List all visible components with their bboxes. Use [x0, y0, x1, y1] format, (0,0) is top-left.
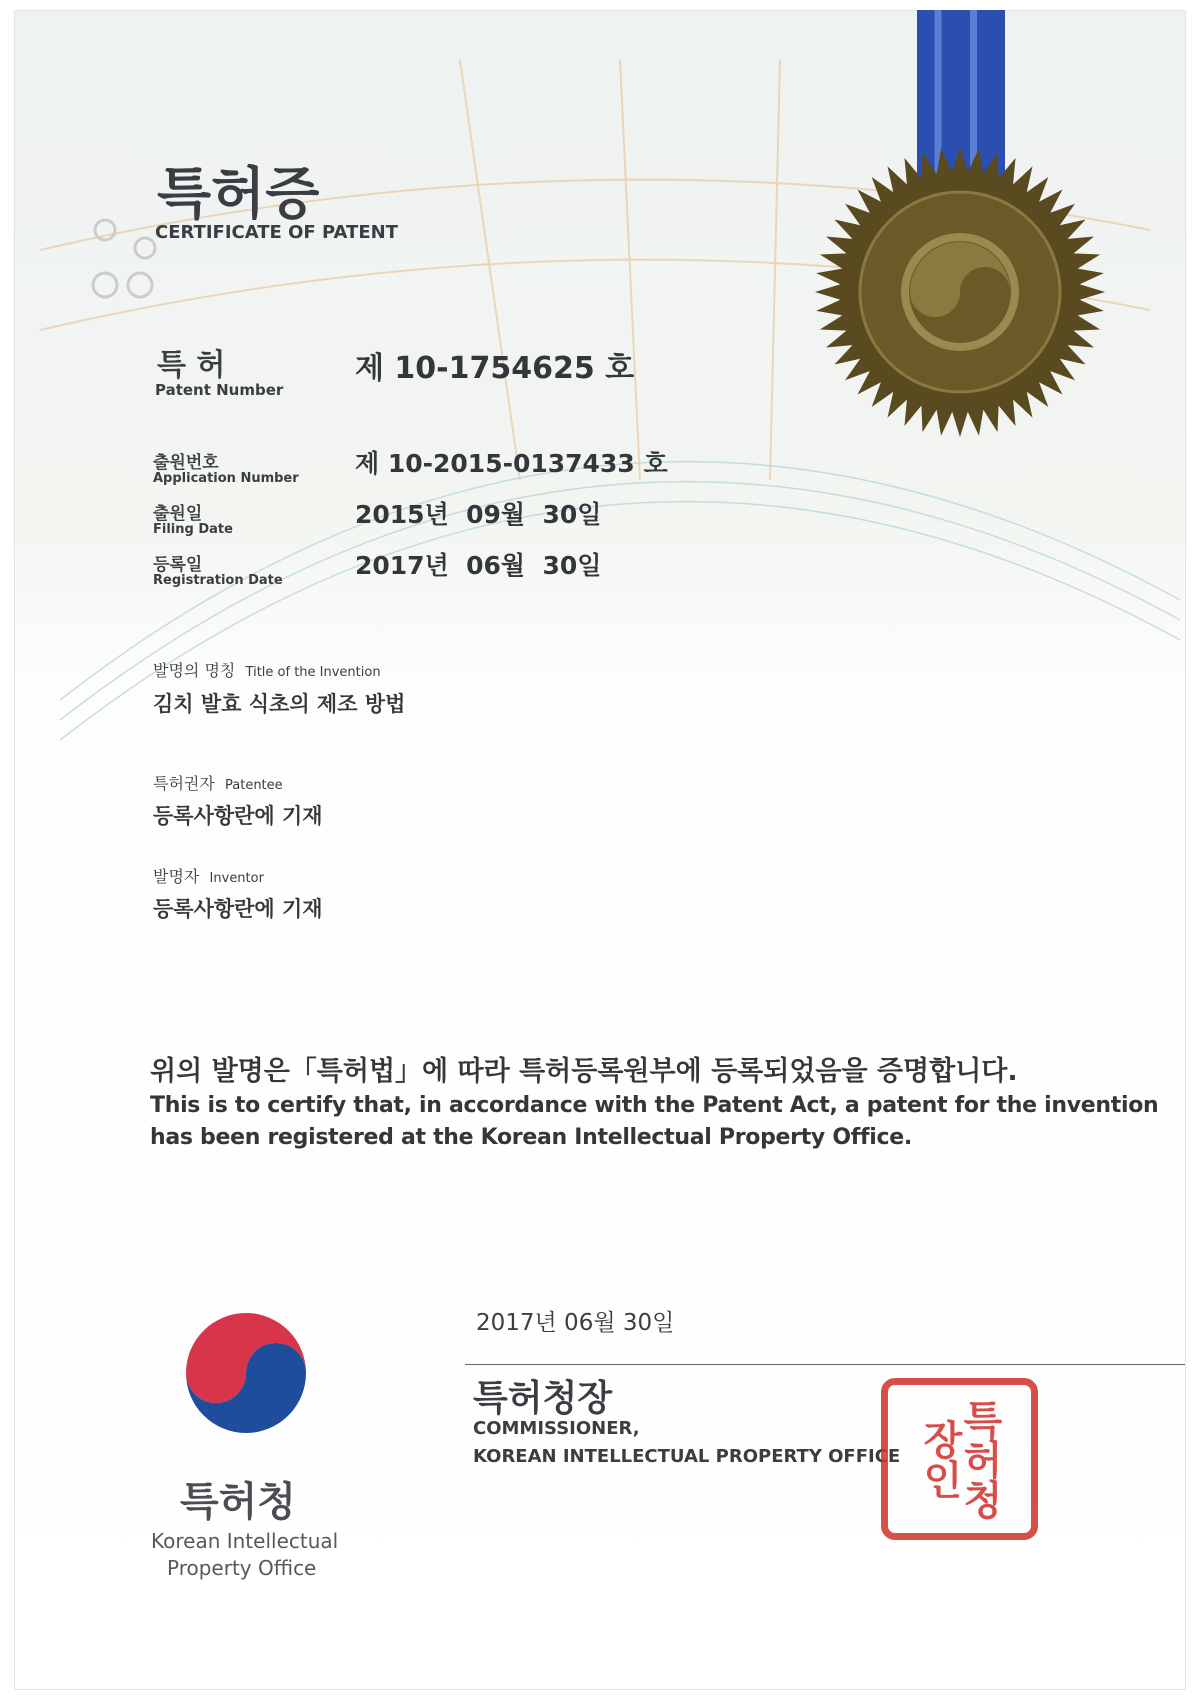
- invention-title-value: 김치 발효 식초의 제조 방법: [153, 692, 406, 716]
- kipo-name-en-2: Property Office: [167, 1556, 317, 1580]
- kipo-taegeuk-logo: [178, 1305, 314, 1441]
- statement-ko: 위의 발명은「특허법」에 따라 특허등록원부에 등록되었음을 증명합니다.: [150, 1056, 1018, 1087]
- patentee-label: 특허권자 Patentee: [153, 774, 283, 793]
- title-ko: 특허증: [157, 162, 320, 227]
- commissioner-title-en-1: COMMISSIONER,: [473, 1418, 640, 1439]
- red-official-seal: [881, 1378, 1038, 1540]
- inventor-value: 등록사항란에 기재: [153, 897, 323, 921]
- application-number-label-en: Application Number: [153, 471, 299, 486]
- statement-en-line2: has been registered at the Korean Intellectual Property Office.: [150, 1125, 912, 1150]
- kipo-name-ko: 특허청: [180, 1479, 296, 1525]
- signature-line: [465, 1364, 1185, 1365]
- commissioner-title-en-2: KOREAN INTELLECTUAL PROPERTY OFFICE: [473, 1446, 901, 1467]
- issue-date: 2017년 06월 30일: [476, 1310, 675, 1336]
- commissioner-title-ko: 특허청장: [473, 1378, 613, 1419]
- registration-date-label: 등록일: [153, 555, 203, 575]
- patent-number-label: 특 허: [157, 348, 226, 383]
- patent-number-label-en: Patent Number: [155, 381, 284, 399]
- kipo-name-en-1: Korean Intellectual: [151, 1529, 339, 1553]
- gold-seal: [814, 146, 1106, 438]
- invention-title-label: 발명의 명칭 Title of the Invention: [153, 661, 381, 680]
- application-number-label: 출원번호: [153, 453, 219, 473]
- statement-en-line1: This is to certify that, in accordance with the Patent Act, a patent for the invention: [150, 1093, 1159, 1118]
- filing-date-label: 출원일: [153, 504, 203, 524]
- patent-number-value: 제 10-1754625 호: [355, 351, 635, 386]
- patentee-value: 등록사항란에 기재: [153, 804, 323, 828]
- registration-date-value: 2017년 06월 30일: [355, 551, 602, 580]
- application-number-value: 제 10-2015-0137433 호: [355, 449, 668, 478]
- title-en: CERTIFICATE OF PATENT: [155, 222, 398, 243]
- filing-date-label-en: Filing Date: [153, 522, 233, 537]
- seal-text: 특허청장인: [916, 1399, 1003, 1519]
- inventor-label: 발명자 Inventor: [153, 867, 264, 886]
- filing-date-value: 2015년 09월 30일: [355, 500, 602, 529]
- registration-date-label-en: Registration Date: [153, 573, 283, 588]
